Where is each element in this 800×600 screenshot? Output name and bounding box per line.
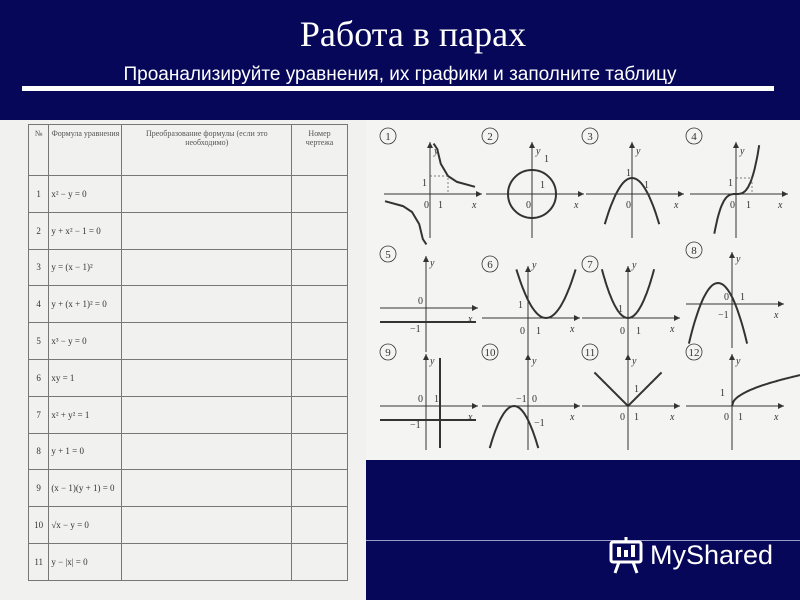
row-formula: √x − y = 0 <box>49 507 122 544</box>
row-number: 7 <box>29 396 49 433</box>
graph-curve <box>732 372 800 406</box>
row-formula: x³ − y = 0 <box>49 323 122 360</box>
graph-label: 0 <box>418 296 423 307</box>
graph-9 <box>380 344 478 450</box>
graph-curve <box>516 269 575 318</box>
graph-label: 0 <box>724 292 729 303</box>
row-number: 3 <box>29 249 49 286</box>
table-row <box>29 212 348 249</box>
row-transformation-cell[interactable] <box>122 176 292 213</box>
row-formula: xy = 1 <box>49 359 122 396</box>
graph-10 <box>482 344 580 450</box>
graph-label: x <box>472 200 477 211</box>
graph-curve <box>490 406 539 448</box>
graph-label: 1 <box>518 300 523 311</box>
graph-label: y <box>434 146 439 157</box>
graph-number: 3 <box>587 131 593 143</box>
graph-label: x <box>468 412 473 423</box>
table-row <box>29 470 348 507</box>
row-number: 9 <box>29 470 49 507</box>
site-logo <box>608 536 784 574</box>
graph-label: x <box>774 310 779 321</box>
graph-label: 1 <box>626 168 631 179</box>
graph-label: y <box>532 356 537 367</box>
header-number: № <box>29 125 49 176</box>
graph-label: 1 <box>738 412 743 423</box>
row-formula: y + 1 = 0 <box>49 433 122 470</box>
graph-2 <box>482 128 584 238</box>
graph-label: y <box>736 356 741 367</box>
graph-label: 0 <box>526 200 531 211</box>
graph-label: 1 <box>618 304 623 315</box>
header-formula: Формула уравнения <box>49 125 122 176</box>
row-transformation-cell[interactable] <box>122 507 292 544</box>
graph-label: 0 <box>626 200 631 211</box>
row-drawing-number-cell[interactable] <box>292 323 348 360</box>
row-formula: y − |x| = 0 <box>49 543 122 580</box>
graph-label: 1 <box>536 326 541 337</box>
graph-label: 1 <box>422 178 427 189</box>
graph-8 <box>686 242 784 348</box>
graph-label: 0 <box>620 326 625 337</box>
graph-11 <box>582 344 680 450</box>
row-drawing-number-cell[interactable] <box>292 286 348 323</box>
row-drawing-number-cell[interactable] <box>292 470 348 507</box>
graph-label: 0 <box>730 200 735 211</box>
graph-number: 5 <box>385 249 391 261</box>
graph-number: 12 <box>688 347 700 359</box>
table-header-row <box>29 125 348 176</box>
graph-number: 2 <box>487 131 493 143</box>
slide-title: Работа в парах <box>299 14 527 54</box>
row-transformation-cell[interactable] <box>122 249 292 286</box>
graph-label: y <box>430 356 435 367</box>
presentation-board-icon <box>608 536 644 574</box>
row-number: 4 <box>29 286 49 323</box>
row-transformation-cell[interactable] <box>122 286 292 323</box>
graph-5 <box>380 246 478 352</box>
row-transformation-cell[interactable] <box>122 212 292 249</box>
graph-6 <box>482 256 580 362</box>
graph-label: 1 <box>544 154 549 165</box>
graph-label: x <box>570 324 575 335</box>
row-drawing-number-cell[interactable] <box>292 507 348 544</box>
graphs-panel <box>366 120 800 460</box>
graph-label: 0 <box>520 326 525 337</box>
graph-label: 1 <box>644 180 649 191</box>
row-number: 8 <box>29 433 49 470</box>
table-row <box>29 286 348 323</box>
graph-label: y <box>536 146 541 157</box>
table-row <box>29 323 348 360</box>
graph-label: −1 <box>410 420 421 431</box>
graph-label: x <box>570 412 575 423</box>
graph-curve <box>385 201 426 244</box>
graph-label: 1 <box>746 200 751 211</box>
table-row <box>29 543 348 580</box>
table-row <box>29 396 348 433</box>
graph-4 <box>686 128 788 238</box>
graph-1 <box>380 128 482 244</box>
graph-label: y <box>532 260 537 271</box>
graph-label: y <box>632 356 637 367</box>
slide-subtitle: Проанализируйте уравнения, их графики и заполните таблицу <box>123 64 677 85</box>
graph-number: 10 <box>484 347 496 359</box>
row-formula: (x − 1)(y + 1) = 0 <box>49 470 122 507</box>
row-formula: x² + y² = 1 <box>49 396 122 433</box>
graph-label: 1 <box>634 384 639 395</box>
row-number: 2 <box>29 212 49 249</box>
graph-label: −1 <box>410 324 421 335</box>
graph-label: x <box>670 324 675 335</box>
row-formula: y + (x + 1)² = 0 <box>49 286 122 323</box>
graph-label: 1 <box>728 178 733 189</box>
graph-label: x <box>468 314 473 325</box>
graph-label: y <box>632 260 637 271</box>
graph-label: 0 <box>424 200 429 211</box>
equations-table <box>28 124 348 581</box>
graph-12 <box>686 344 800 450</box>
graphs-svg <box>366 120 800 460</box>
row-transformation-cell[interactable] <box>122 359 292 396</box>
graph-7 <box>582 256 680 362</box>
graph-number: 7 <box>587 259 593 271</box>
row-drawing-number-cell[interactable] <box>292 359 348 396</box>
row-drawing-number-cell[interactable] <box>292 396 348 433</box>
graph-label: −1 <box>718 310 729 321</box>
graph-label: 0 <box>724 412 729 423</box>
table-row <box>29 359 348 396</box>
row-transformation-cell[interactable] <box>122 470 292 507</box>
row-drawing-number-cell[interactable] <box>292 543 348 580</box>
graph-number: 9 <box>385 347 391 359</box>
table-row <box>29 176 348 213</box>
table-row <box>29 433 348 470</box>
graph-curve <box>434 144 475 187</box>
row-transformation-cell[interactable] <box>122 433 292 470</box>
graph-label: 0 <box>418 394 423 405</box>
row-number: 6 <box>29 359 49 396</box>
graph-number: 11 <box>584 347 596 359</box>
graph-number: 1 <box>385 131 391 143</box>
graph-label: 1 <box>634 412 639 423</box>
graph-label: y <box>636 146 641 157</box>
graph-number: 4 <box>691 131 697 143</box>
header-transformation: Преобразование формулы (если это необходимо) <box>122 125 292 176</box>
graph-label: x <box>774 412 779 423</box>
graph-label: x <box>674 200 679 211</box>
row-transformation-cell[interactable] <box>122 396 292 433</box>
row-number: 10 <box>29 507 49 544</box>
row-drawing-number-cell[interactable] <box>292 212 348 249</box>
graph-label: y <box>740 146 745 157</box>
graph-label: x <box>574 200 579 211</box>
table-row <box>29 249 348 286</box>
row-transformation-cell[interactable] <box>122 323 292 360</box>
graph-label: −1 <box>516 394 527 405</box>
row-formula: y = (x − 1)² <box>49 249 122 286</box>
graph-3 <box>582 128 684 238</box>
graph-label: 0 <box>532 394 537 405</box>
row-number: 11 <box>29 543 49 580</box>
graph-label: 1 <box>720 388 725 399</box>
graph-label: 1 <box>434 394 439 405</box>
graph-label: −1 <box>534 418 545 429</box>
row-formula: x² − y = 0 <box>49 176 122 213</box>
graph-number: 6 <box>487 259 493 271</box>
row-number: 1 <box>29 176 49 213</box>
graph-label: x <box>778 200 783 211</box>
row-transformation-cell[interactable] <box>122 543 292 580</box>
row-drawing-number-cell[interactable] <box>292 249 348 286</box>
graph-label: y <box>736 254 741 265</box>
graph-label: 1 <box>740 292 745 303</box>
title-underline <box>22 86 774 91</box>
header-drawing-number: Номер чертежа <box>292 125 348 176</box>
graph-curve <box>714 145 759 234</box>
row-formula: y + x² − 1 = 0 <box>49 212 122 249</box>
graph-label: 1 <box>438 200 443 211</box>
row-number: 5 <box>29 323 49 360</box>
graph-label: x <box>670 412 675 423</box>
row-drawing-number-cell[interactable] <box>292 433 348 470</box>
graph-label: 0 <box>620 412 625 423</box>
graph-label: 1 <box>540 180 545 191</box>
table-row <box>29 507 348 544</box>
graph-label: 1 <box>636 326 641 337</box>
logo-text: MyShared <box>650 540 774 570</box>
graph-number: 8 <box>691 245 697 257</box>
graph-label: y <box>430 258 435 269</box>
row-drawing-number-cell[interactable] <box>292 176 348 213</box>
